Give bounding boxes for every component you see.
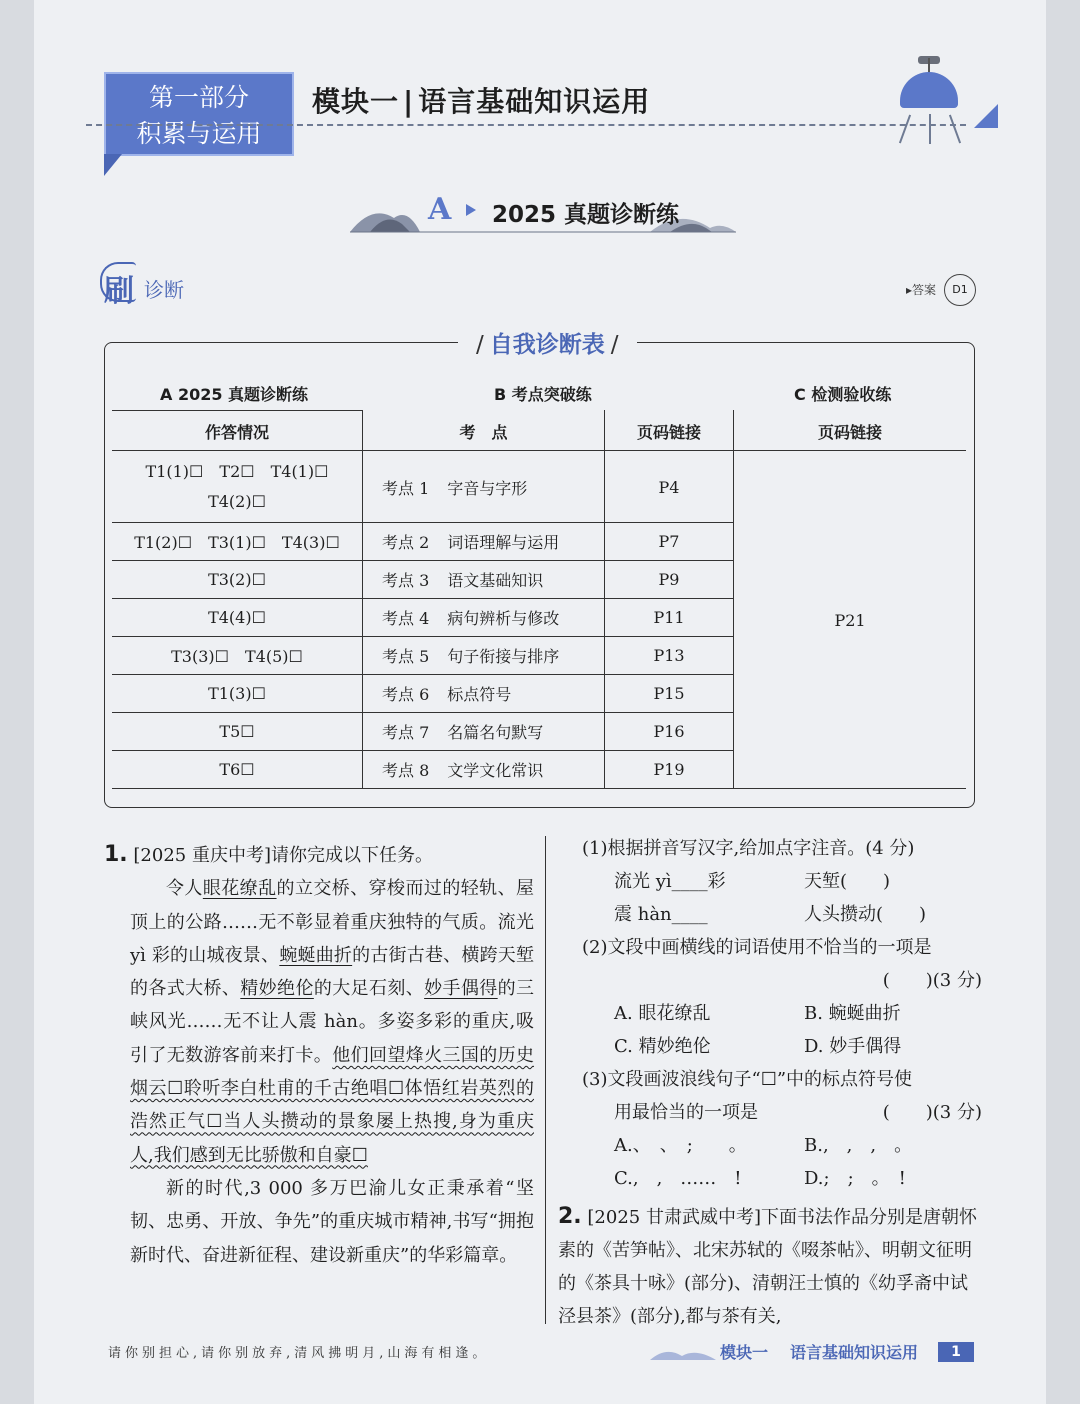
- section-letter: A: [428, 192, 452, 227]
- passage-text: 的立交桥、穿梭而过的轻轨、屋顶上的公路……无不彰显着重庆独特的气质。流光 yì 彩的山城夜景、: [130, 878, 535, 966]
- page-link[interactable]: P16: [653, 721, 685, 741]
- blank-item[interactable]: 流光 yì____彩: [614, 871, 726, 892]
- page-link[interactable]: P11: [653, 607, 685, 627]
- point-cell: [382, 598, 559, 636]
- footer-motto: 请你别担心,请你别放弃,清风拂明月,山海有相逢。: [108, 1346, 490, 1361]
- underlined-word: 眼花缭乱: [202, 878, 277, 900]
- question-number: 2.: [558, 1204, 582, 1229]
- underlined-word: 蜿蜒曲折: [279, 944, 353, 966]
- point-name: 标点符号: [447, 684, 512, 704]
- section-title: 2025 真题诊断练: [492, 202, 680, 228]
- col-header-page: 页码链接: [636, 422, 701, 442]
- passage-text: 的古街古巷、横跨天堑的各式大桥、: [130, 944, 535, 1000]
- answer-reference: ▸答案: [906, 283, 937, 297]
- option-b[interactable]: B., , , 。: [804, 1135, 913, 1156]
- question-source: [2025 重庆中考]请你完成以下任务。: [133, 845, 433, 866]
- footer-wave-icon: [650, 1344, 718, 1362]
- question-1-parts: [582, 832, 982, 1195]
- page-link[interactable]: P9: [658, 569, 680, 589]
- point-cell: [382, 712, 543, 750]
- answer-cell: T3(3)☐ T4(5)☐: [171, 646, 303, 666]
- point-name: 语文基础知识: [447, 570, 544, 590]
- score-note: ( )(3 分): [882, 970, 982, 991]
- option-b[interactable]: B. 蜿蜒曲折: [804, 1003, 901, 1024]
- passage-paragraph: [104, 872, 534, 1172]
- column-divider: [545, 836, 546, 1324]
- answer-line: T1(1)☐ T2☐ T4(1)☐: [145, 462, 329, 481]
- group-a-label: A 2025 真题诊断练: [160, 385, 309, 404]
- col-header-c-page: 页码链接: [817, 422, 882, 442]
- diagnose-label: 诊断: [144, 278, 184, 302]
- table-col-rule: [362, 410, 363, 788]
- options-row: [582, 997, 982, 1030]
- underlined-word: 精妙绝伦: [240, 978, 314, 1000]
- point-num: 考点 2: [382, 532, 430, 552]
- page-link[interactable]: P7: [658, 531, 680, 551]
- point-num: 考点 1: [382, 478, 430, 498]
- passage-text: 的三峡风光……无不让人震 hàn。多姿多彩的重庆,吸引了无数游客前来打卡。: [130, 978, 535, 1066]
- blank-item[interactable]: 天堑( ): [804, 871, 891, 892]
- footer-title: 语言基础知识运用: [790, 1343, 919, 1362]
- answer-cell: T1(2)☐ T3(1)☐ T4(3)☐: [134, 532, 340, 552]
- options-row: [582, 1030, 982, 1063]
- subquestion-2: (2)文段中画横线的词语使用不恰当的一项是: [582, 937, 932, 958]
- wavy-sentence: 他们回望烽火三国的历史烟云☐聆听李白杜甫的千古绝唱☐体悟红岩英烈的浩然正气☐当人头攒动的景象屡上热搜,身为重庆人,我们感到无比骄傲和自豪☐: [130, 1044, 535, 1166]
- point-cell: [382, 636, 559, 674]
- answer-cell: T6☐: [219, 759, 255, 779]
- point-num: 考点 8: [382, 760, 430, 780]
- answer-cell: T3(2)☐: [208, 569, 266, 589]
- point-num: 考点 6: [382, 684, 430, 704]
- option-d[interactable]: D. 妙手偶得: [804, 1036, 902, 1057]
- question-2-text: [2025 甘肃武威中考]下面书法作品分别是唐朝怀素的《苦笋帖》、北宋苏轼的《啜茶帖》、明朝文征明的《茶具十咏》(部分)、清朝汪士慎的《幼孚斋中试泾县茶》(部分),都与茶有关,: [558, 1207, 977, 1327]
- point-name: 文学文化常识: [447, 760, 544, 780]
- option-a[interactable]: A. 眼花缭乱: [614, 1003, 711, 1024]
- table-rule: [112, 788, 966, 789]
- page-link[interactable]: P19: [653, 759, 685, 779]
- passage-text: 令人: [166, 878, 203, 900]
- point-cell: [382, 522, 559, 560]
- subquestion-3: (3)文段画波浪线句子“☐”中的标点符号使: [582, 1069, 913, 1090]
- header-divider: [86, 124, 966, 126]
- subquestion-3-line: [582, 1096, 982, 1129]
- page-link[interactable]: P4: [658, 477, 680, 497]
- part-line2: 积累与运用: [136, 119, 262, 148]
- footer-module: 模块一: [720, 1343, 769, 1362]
- options-row: [582, 1162, 982, 1195]
- module-name: 模块一: [312, 85, 400, 118]
- group-b-label: B 考点突破练: [494, 385, 592, 404]
- table-title: / 自我诊断表 /: [458, 326, 637, 359]
- point-num: 考点 3: [382, 570, 430, 590]
- answer-cell: [112, 452, 362, 522]
- point-cell: [382, 674, 511, 712]
- option-c[interactable]: C., , …… !: [614, 1168, 742, 1189]
- part-badge-tail: [104, 154, 122, 176]
- blank-item[interactable]: 人头攒动( ): [804, 904, 927, 925]
- part-badge: [104, 72, 294, 156]
- point-cell: [382, 750, 543, 788]
- pinyin-row: [582, 898, 982, 931]
- answer-cell: T1(3)☐: [208, 683, 266, 703]
- section-arrow-icon: [466, 204, 476, 216]
- answer-cell: T5☐: [219, 721, 255, 741]
- option-a[interactable]: A.、 、 ; 。: [614, 1135, 747, 1156]
- point-name: 名篇名句默写: [447, 722, 544, 742]
- answer-cell: T4(4)☐: [208, 607, 266, 627]
- table-rule: [112, 410, 362, 411]
- point-cell: [382, 452, 527, 522]
- table-title-text: 自我诊断表: [489, 332, 605, 358]
- c-page-link[interactable]: P21: [834, 610, 866, 630]
- point-name: 句子衔接与排序: [447, 646, 560, 666]
- score-note: ( )(3 分): [882, 1102, 982, 1123]
- brush-badge: 刷: [104, 274, 134, 309]
- passage-paragraph: 新的时代,3 000 多万巴渝儿女正秉承着“坚韧、忠勇、开放、争先”的重庆城市精神,书写“拥抱新时代、奋进新征程、建设新重庆”的华彩篇章。: [130, 1177, 534, 1266]
- option-d[interactable]: D.; ; 。 !: [804, 1168, 906, 1189]
- pinyin-row: [582, 865, 982, 898]
- module-heading: 模块一 | 语言基础知识运用: [312, 85, 651, 118]
- point-name: 字音与字形: [447, 478, 528, 498]
- group-c-label: C 检测验收练: [794, 385, 892, 404]
- passage-text: 的大足石刻、: [313, 978, 425, 1000]
- col-header-point: 考 点: [459, 422, 508, 442]
- page-link[interactable]: P13: [653, 645, 685, 665]
- part-line1: 第一部分: [148, 83, 249, 112]
- module-title: 语言基础知识运用: [418, 85, 651, 118]
- point-cell: [382, 560, 543, 598]
- point-name: 词语理解与运用: [447, 532, 560, 552]
- point-num: 考点 5: [382, 646, 430, 666]
- question-2: [558, 1200, 978, 1333]
- subquestion-1: (1)根据拼音写汉字,给加点字注音。(4 分): [582, 838, 915, 859]
- table-rule: [112, 450, 966, 451]
- answer-line: T4(2)☐: [208, 492, 266, 511]
- lamp-ray: [929, 114, 931, 144]
- subquestion-3-text: 用最恰当的一项是: [614, 1102, 758, 1123]
- blank-item[interactable]: 震 hàn____: [614, 904, 708, 925]
- col-header-answer: 作答情况: [204, 422, 269, 442]
- answer-page-badge: D1: [944, 274, 976, 306]
- option-c[interactable]: C. 精妙绝伦: [614, 1036, 711, 1057]
- corner-triangle-icon: [974, 104, 998, 128]
- underlined-word: 妙手偶得: [424, 978, 498, 1000]
- options-row: [582, 1129, 982, 1162]
- point-num: 考点 4: [382, 608, 430, 628]
- point-num: 考点 7: [382, 722, 430, 742]
- page-number: 1: [938, 1342, 974, 1362]
- question-1: [104, 838, 534, 1272]
- page-link[interactable]: P15: [653, 683, 685, 703]
- question-number: 1.: [104, 842, 128, 867]
- point-name: 病句辨析与修改: [447, 608, 560, 628]
